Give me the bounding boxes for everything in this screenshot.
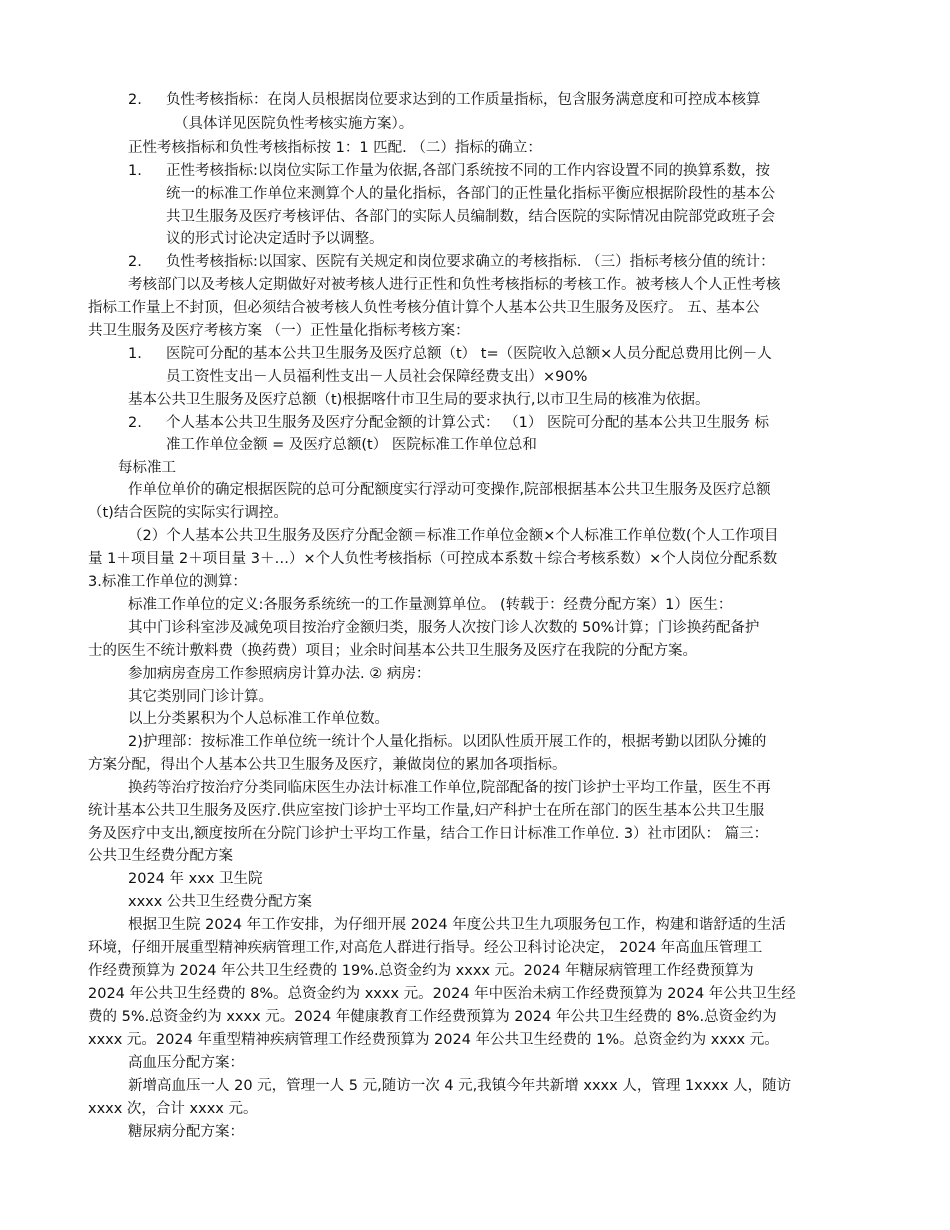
text-line: xxxx 次，合计 xxxx 元。 xyxy=(88,1101,258,1117)
text-line: 环境，仔细开展重型精神疾病管理工作,对高危人群进行指导。经公卫科讨论决定， 2024 年高血压管理工 xyxy=(88,940,763,956)
text-line: 参加病房查房工作参照病房计算办法. ② 病房： xyxy=(128,666,431,682)
text-line: 其中门诊科室涉及减免项目按治疗金额归类，服务人次按门诊人次数的 50%计算；门诊换药配备护 xyxy=(128,620,760,636)
text-line: 统计基本公共卫生服务及医疗.供应室按门诊护士平均工作量,妇产科护士在所在部门的医生基本公共卫生服 xyxy=(88,803,765,819)
text-line: 共卫生服务及医疗考核评估、各部门的实际人员编制数，结合医院的实际情况由院部党政班子会 xyxy=(166,209,775,225)
text-line: （2）个人基本公共卫生服务及医疗分配金额＝标准工作单位金额×个人标准工作单位数(个人工作项目 xyxy=(128,528,779,544)
text-line: 量 1＋项目量 2＋项目量 3＋…）×个人负性考核指标（可控成本系数＋综合考核系数）×个人岗位分配系数 xyxy=(88,551,778,567)
text-line: （具体详见医院负性考核实施方案）。 xyxy=(174,116,414,132)
text-line: 换药等治疗按治疗分类同临床医生办法计标准工作单位,院部配备的按门诊护士平均工作量，医生不再 xyxy=(128,780,771,796)
text-line: 公共卫生经费分配方案 xyxy=(88,848,233,864)
text-line: 2024 年公共卫生经费的 8%。总资金约为 xxxx 元。2024 年中医治未病工作经费预算为 2024 年公共卫生经 xyxy=(88,986,796,1002)
text-line: 费的 5%.总资金约为 xxxx 元。2024 年健康教育工作经费预算为 2024 年公共卫生经费的 8%.总资金约为 xyxy=(88,1009,777,1025)
text-line: 2)护理部：按标准工作单位统一统计个人量化指标。以团队性质开展工作的，根据考勤以团队分摊的 xyxy=(128,734,767,750)
text-line: 共卫生服务及医疗考核方案 （一）正性量化指标考核方案： xyxy=(88,323,470,339)
text-line: 根据卫生院 2024 年工作安排，为仔细开展 2024 年度公共卫生九项服务包工作，构建和谐舒适的生活 xyxy=(128,917,786,933)
text-line: 士的医生不统计敷料费（换药费）项目；业余时间基本公共卫生服务及医疗在我院的分配方案。 xyxy=(88,643,697,659)
text-line: 作单位单价的确定根据医院的总可分配额度实行浮动可变操作,院部根据基本公共卫生服务及医疗总额 xyxy=(128,482,771,498)
text-line: 负性考核指标：在岗人员根据岗位要求达到的工作质量指标，包含服务满意度和可控成本核算 xyxy=(166,92,761,108)
text-line: 其它类别同门诊计算。 xyxy=(128,689,273,705)
text-line: 医院可分配的基本公共卫生服务及医疗总额（t） t=（医院收入总额×人员分配总费用比例－人 xyxy=(166,346,772,362)
text-line: 标准工作单位的定义:各服务系统统一的工作量测算单位。 (转载于：经费分配方案）1）医生： xyxy=(128,597,733,613)
text-line: 方案分配，得出个人基本公共卫生服务及医疗，兼做岗位的累加各项指标。 xyxy=(88,757,567,773)
list-number: 1. xyxy=(128,163,142,179)
text-line: 糖尿病分配方案： xyxy=(128,1124,244,1140)
text-line: 3.标准工作单位的测算： xyxy=(88,574,247,590)
text-line: 正性考核指标和负性考核指标按 1：1 匹配. （二）指标的确立： xyxy=(128,140,542,156)
text-line: 新增高血压一人 20 元，管理一人 5 元,随访一次 4 元,我镇今年共新增 xxxx 人，管理 1xxxx 人，随访 xyxy=(128,1078,792,1094)
text-line: 正性考核指标:以岗位实际工作量为依据,各部门系统按不同的工作内容设置不同的换算系数，按 xyxy=(166,163,770,179)
text-line: 议的形式讨论决定适时予以调整。 xyxy=(166,231,384,247)
text-line: （t)结合医院的实际实行调控。 xyxy=(88,505,288,521)
list-number: 1. xyxy=(128,346,142,362)
text-line: 以上分类累积为个人总标准工作单位数。 xyxy=(128,711,389,727)
text-line: 考核部门以及考核人定期做好对被考核人进行正性和负性考核指标的考核工作。被考核人个人正性考核 xyxy=(128,277,781,293)
text-line: 员工资性支出－人员福利性支出－人员社会保障经费支出）×90% xyxy=(166,369,588,385)
text-line: 个人基本公共卫生服务及医疗分配金额的计算公式： （1） 医院可分配的基本公共卫生服务 标 xyxy=(166,415,770,431)
text-line: 高血压分配方案： xyxy=(128,1055,244,1071)
list-number: 2. xyxy=(128,415,142,431)
text-line: 每标准工 xyxy=(118,460,176,476)
text-line: xxxx 元。2024 年重型精神疾病管理工作经费预算为 2024 年公共卫生经费的 1%。总资金约为 xxxx 元。 xyxy=(88,1032,779,1048)
text-line: 统一的标准工作单位来测算个人的量化指标，各部门的正性量化指标平衡应根据阶段性的基本公 xyxy=(166,186,775,202)
text-line: 务及医疗中支出,额度按所在分院门诊护士平均工作量，结合工作日计标准工作单位. 3）社市团队： 篇三： xyxy=(88,826,769,842)
list-number: 2. xyxy=(128,92,142,108)
text-line: 准工作单位金额 = 及医疗总额(t） 医院标准工作单位总和 xyxy=(166,437,537,453)
text-line: 2024 年 xxx 卫生院 xyxy=(128,871,263,887)
text-line: xxxx 公共卫生经费分配方案 xyxy=(128,894,312,910)
list-number: 2. xyxy=(128,254,142,270)
text-line: 基本公共卫生服务及医疗总额（t)根据喀什市卫生局的要求执行,以市卫生局的核准为依据。 xyxy=(128,392,710,408)
text-line: 负性考核指标:以国家、医院有关规定和岗位要求确立的考核指标. （三）指标考核分值的统计： xyxy=(166,254,775,270)
text-line: 指标工作量上不封顶，但必须结合被考核人负性考核分值计算个人基本公共卫生服务及医疗。 五、基本公 xyxy=(88,300,760,316)
text-line: 作经费预算为 2024 年公共卫生经费的 19%.总资金约为 xxxx 元。2024 年糖尿病管理工作经费预算为 xyxy=(88,963,754,979)
